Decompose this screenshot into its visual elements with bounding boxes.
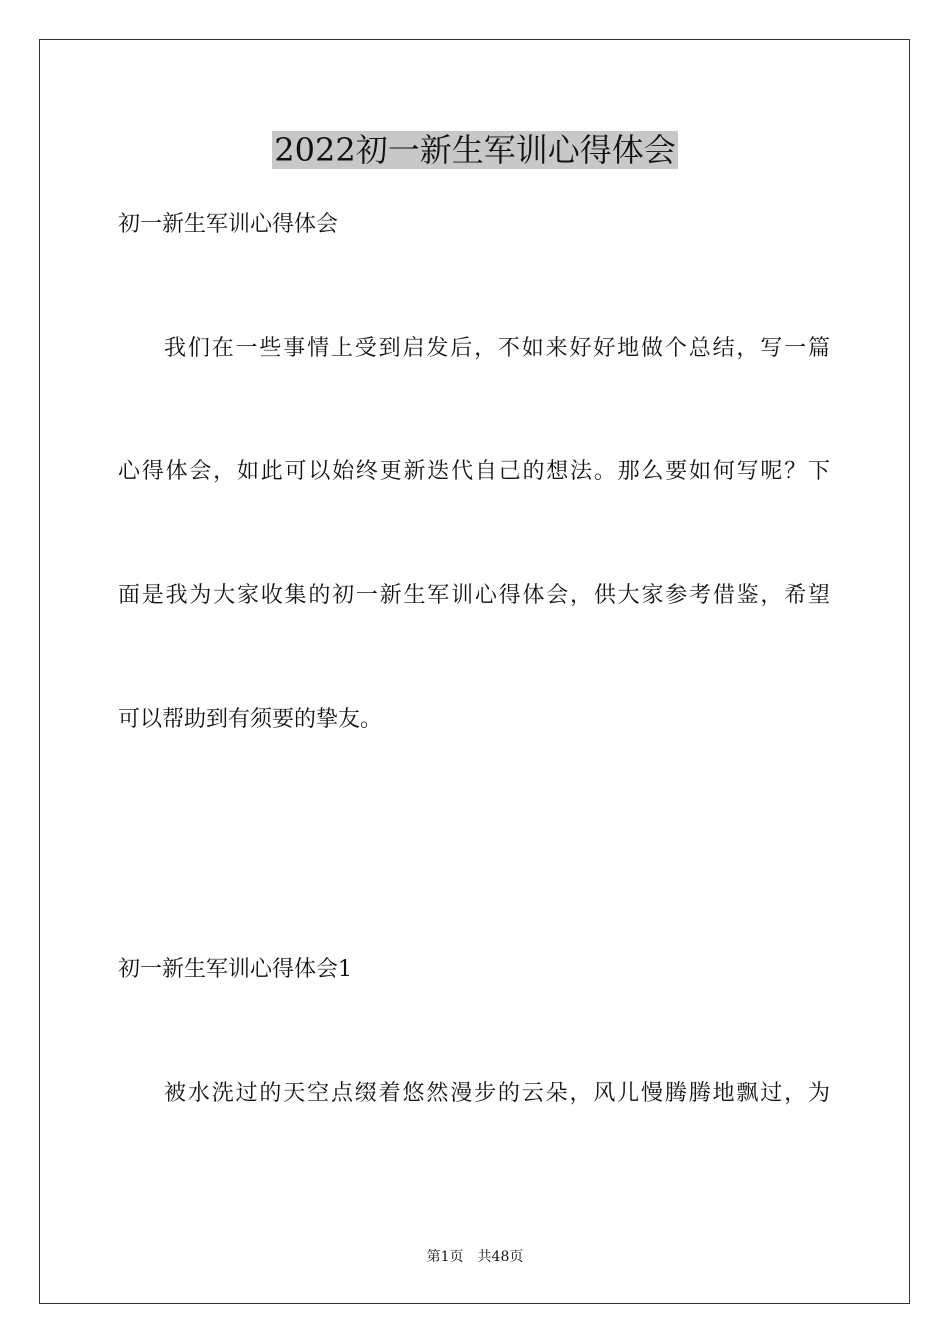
document-title <box>0 128 950 172</box>
paragraph-line: 我们在一些事情上受到启发后，不如来好好地做个总结，写一篇 <box>164 336 830 361</box>
page-footer: 第1页 共48页 <box>426 1249 524 1265</box>
paragraph-line: 可以帮助到有须要的挚友。 <box>118 707 383 732</box>
section-heading: 初一新生军训心得体会1 <box>118 957 352 982</box>
paragraph-line: 被水洗过的天空点缀着悠然漫步的云朵，风儿慢腾腾地飘过，为 <box>164 1081 830 1106</box>
section-heading: 初一新生军训心得体会 <box>118 212 339 237</box>
paragraph-line: 心得体会，如此可以始终更新迭代自己的想法。那么要如何写呢？下 <box>118 459 830 484</box>
paragraph-line: 面是我为大家收集的初一新生军训心得体会，供大家参考借鉴，希望 <box>118 583 830 608</box>
document-title-text: 2022初一新生军训心得体会 <box>274 131 676 169</box>
